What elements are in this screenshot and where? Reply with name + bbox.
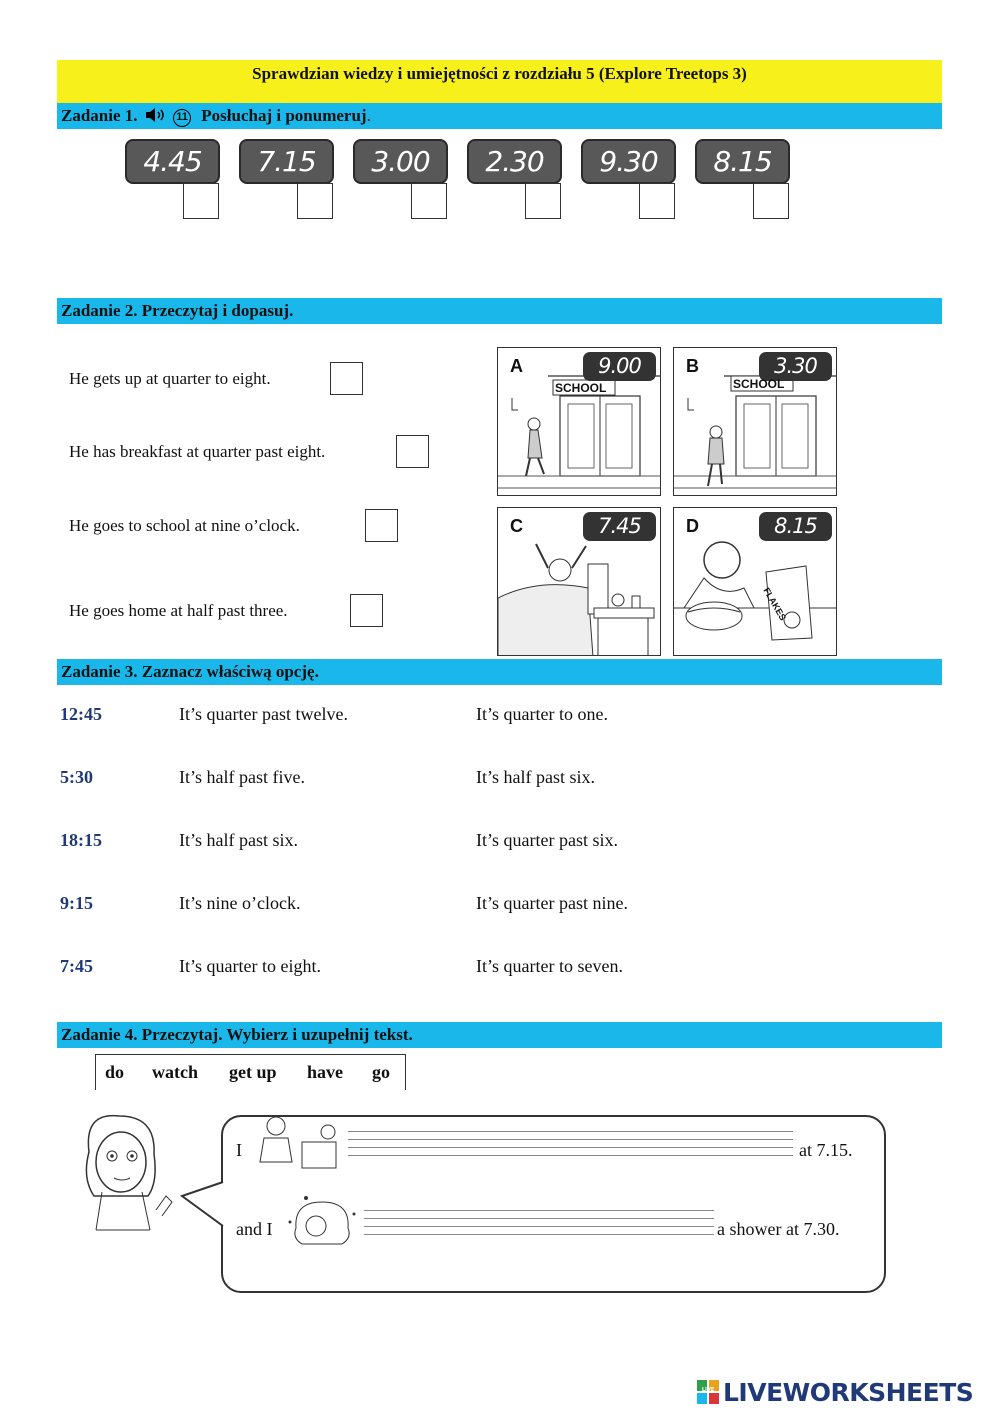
clock-2: 7.15 xyxy=(239,139,334,184)
answer-line-1[interactable] xyxy=(348,1131,793,1163)
answer-line-2[interactable] xyxy=(364,1210,714,1242)
task3-time-1: 12:45 xyxy=(60,704,102,724)
clock-6: 8.15 xyxy=(695,139,790,184)
task4-header xyxy=(57,1022,942,1048)
answer-box-2[interactable] xyxy=(297,183,333,219)
sentence-3: He goes to school at nine o’clock. xyxy=(69,516,300,535)
task1-period: . xyxy=(366,106,371,125)
sentence-line1-end: at 7.15. xyxy=(799,1140,853,1160)
task3-option-5b[interactable]: It’s quarter to seven. xyxy=(476,956,623,976)
task1-header xyxy=(57,103,942,129)
task3-header xyxy=(57,659,942,685)
girl-illustration xyxy=(74,1112,184,1234)
speaker-icon[interactable] xyxy=(145,108,167,122)
clock-4: 2.30 xyxy=(467,139,562,184)
picture-c xyxy=(497,507,661,656)
match-box-4[interactable] xyxy=(350,594,383,627)
logo-badge-text: LIVE xyxy=(701,1387,715,1393)
picture-b-sign: SCHOOL xyxy=(733,377,785,391)
picture-b-time: 3.30 xyxy=(759,352,832,381)
match-box-2[interactable] xyxy=(396,435,429,468)
answer-box-3[interactable] xyxy=(411,183,447,219)
sentence-4: He goes home at half past three. xyxy=(69,601,288,620)
answer-box-5[interactable] xyxy=(639,183,675,219)
track-number-icon: 11 xyxy=(173,109,191,127)
match-box-1[interactable] xyxy=(330,362,363,395)
task3-option-4b[interactable]: It’s quarter past nine. xyxy=(476,893,628,913)
task3-option-4a[interactable]: It’s nine o’clock. xyxy=(179,893,301,913)
picture-d-time: 8.15 xyxy=(759,512,832,541)
word-bank-word: watch xyxy=(152,1062,198,1082)
girl-shower-icon xyxy=(286,1194,358,1256)
sentence-line2-start: and I xyxy=(236,1219,273,1239)
girl-getting-up-icon xyxy=(252,1112,342,1174)
picture-a-time: 9.00 xyxy=(583,352,656,381)
word-bank xyxy=(95,1054,406,1090)
picture-a-sign: SCHOOL xyxy=(555,381,607,395)
picture-c-time: 7.45 xyxy=(583,512,656,541)
picture-d xyxy=(673,507,837,656)
page-title xyxy=(57,60,942,103)
task3-label: Zadanie 3. Zaznacz właściwą opcję. xyxy=(61,662,319,681)
page-title-text: Sprawdzian wiedzy i umiejętności z rozdziału 5 (Explore Treetops 3) xyxy=(252,64,747,83)
task3-option-2b[interactable]: It’s half past six. xyxy=(476,767,595,787)
answer-box-6[interactable] xyxy=(753,183,789,219)
answer-box-1[interactable] xyxy=(183,183,219,219)
sentence-2: He has breakfast at quarter past eight. xyxy=(69,442,326,461)
task3-time-4: 9:15 xyxy=(60,893,93,913)
clock-3: 3.00 xyxy=(353,139,448,184)
word-bank-word: have xyxy=(307,1062,343,1082)
task1-instruction: Posłuchaj i ponumeruj xyxy=(201,106,367,125)
cereal-box-label: FLAKES xyxy=(761,586,788,623)
task3-option-3b[interactable]: It’s quarter past six. xyxy=(476,830,618,850)
answer-box-4[interactable] xyxy=(525,183,561,219)
task2-label: Zadanie 2. Przeczytaj i dopasuj. xyxy=(61,301,294,320)
picture-a-letter: A xyxy=(510,356,523,376)
task3-time-2: 5:30 xyxy=(60,767,93,787)
speech-bubble-tail xyxy=(180,1180,226,1228)
picture-c-letter: C xyxy=(510,516,523,536)
logo-text: LIVEWORKSHEETS xyxy=(723,1378,974,1407)
word-bank-word: do xyxy=(105,1062,125,1082)
picture-a xyxy=(497,347,661,496)
picture-b xyxy=(673,347,837,496)
task3-option-2a[interactable]: It’s half past five. xyxy=(179,767,305,787)
task3-option-1b[interactable]: It’s quarter to one. xyxy=(476,704,608,724)
sentence-line2-end: a shower at 7.30. xyxy=(717,1219,840,1239)
word-bank-word: get up xyxy=(229,1062,277,1082)
task3-option-5a[interactable]: It’s quarter to eight. xyxy=(179,956,321,976)
task4-label: Zadanie 4. Przeczytaj. Wybierz i uzupełnij tekst. xyxy=(61,1025,413,1044)
match-box-3[interactable] xyxy=(365,509,398,542)
sentence-1: He gets up at quarter to eight. xyxy=(69,369,271,388)
sentence-line1-start: I xyxy=(236,1140,242,1160)
picture-b-letter: B xyxy=(686,356,699,376)
task3-time-3: 18:15 xyxy=(60,830,102,850)
task3-time-5: 7:45 xyxy=(60,956,93,976)
word-bank-word: go xyxy=(372,1062,390,1082)
task2-header xyxy=(57,298,942,324)
task3-option-1a[interactable]: It’s quarter past twelve. xyxy=(179,704,348,724)
task1-label: Zadanie 1. xyxy=(61,106,138,125)
clock-5: 9.30 xyxy=(581,139,676,184)
task3-option-3a[interactable]: It’s half past six. xyxy=(179,830,298,850)
clock-1: 4.45 xyxy=(125,139,220,184)
picture-d-letter: D xyxy=(686,516,699,536)
